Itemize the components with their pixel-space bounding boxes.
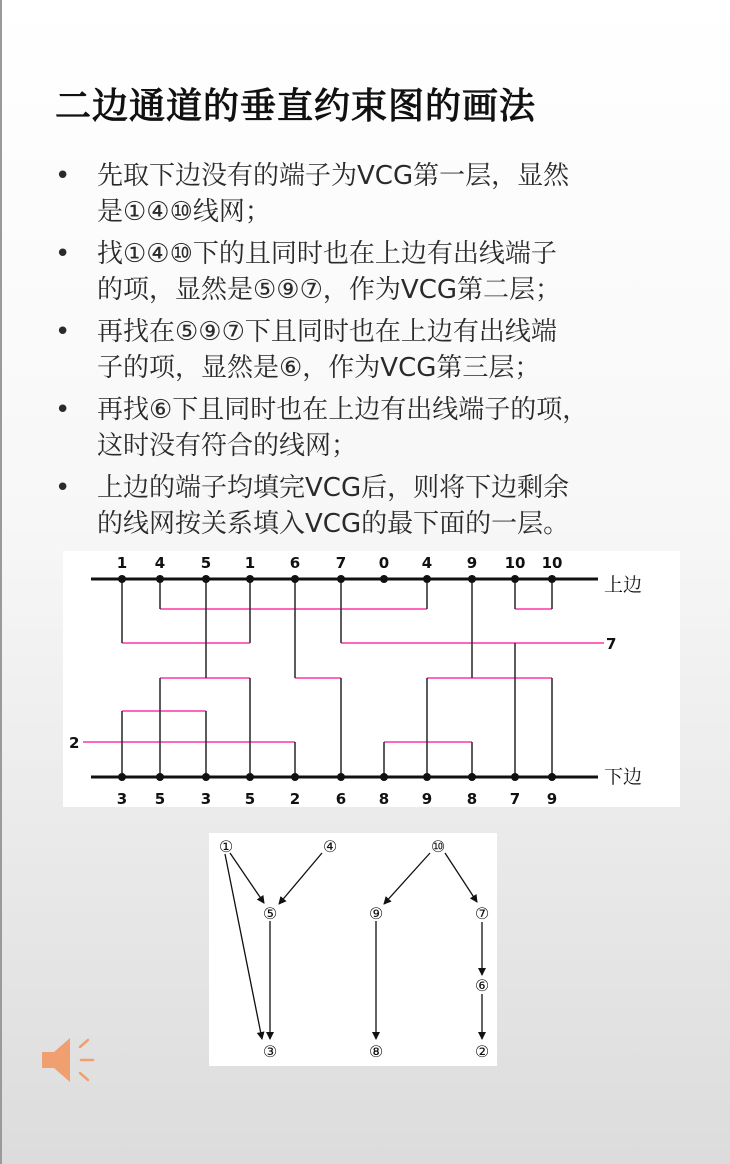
pin-dot [118,575,126,583]
vcg-node-7: ⑦ [474,904,490,923]
pin-dot [291,773,299,781]
bullet-text-line: 先取下边没有的端子为VCG第一层，显然 [97,161,570,191]
edge-4-5 [279,853,322,904]
pin-dot [337,773,345,781]
vcg-svg [209,833,497,1066]
bullet-text-line: 的项，显然是⑤⑨⑦，作为VCG第二层； [97,275,562,305]
top-pin-label: 1 [244,554,256,572]
slide-title: 二边通道的垂直约束图的画法 [55,86,537,127]
vcg-node-1: ① [218,837,234,856]
bullet-item [55,392,695,464]
pin-dot [423,575,431,583]
pin-dot [291,575,299,583]
vcg-node-9: ⑨ [368,904,384,923]
pin-dot [468,575,476,583]
pin-dot [548,575,556,583]
pin-dot [380,773,388,781]
pin-dot [423,773,431,781]
bottom-pin-label: 3 [116,790,128,807]
vcg-node-5: ⑤ [262,904,278,923]
bottom-pin-label: 8 [378,790,390,807]
edge-10-9 [384,853,430,904]
vcg-node-3: ③ [262,1042,278,1061]
bottom-pin-label: 8 [466,790,478,807]
bottom-pin-label: 5 [154,790,166,807]
top-pin-label: 10 [541,554,563,572]
bottom-edge-label: 下边 [604,766,643,788]
net-track-segments [83,609,604,742]
bottom-pin-label: 7 [509,790,521,807]
vcg-node-6: ⑥ [474,976,490,995]
top-pin-label: 10 [504,554,526,572]
bullet-text-line: 再找⑥下且同时也在上边有出线端子的项， [97,395,589,425]
edge-1-5 [230,853,264,903]
pin-dot [511,773,519,781]
vcg-node-10: ⑩ [430,837,446,856]
top-pin-label: 4 [154,554,166,572]
bullet-text-line: 找①④⑩下的且同时也在上边有出线端子 [97,239,557,269]
left-border [0,0,2,1164]
bullet-item [55,314,695,386]
right-track-label: 7 [606,635,617,653]
bullet-dot: • [55,317,71,347]
top-edge-label: 上边 [604,574,643,596]
bullet-item [55,470,695,542]
pin-dot [202,773,210,781]
bullet-text-line: 这时没有符合的线网； [97,431,358,461]
bottom-pin-label: 9 [546,790,558,807]
vcg-node-8: ⑧ [368,1042,384,1061]
bullet-list [55,158,695,548]
pin-dot [202,575,210,583]
vcg-edges [225,853,482,1039]
top-pin-label: 0 [378,554,390,572]
left-track-label: 2 [69,734,80,752]
vertical-constraint-graph [209,833,497,1066]
bottom-pin-label: 3 [200,790,212,807]
bottom-pin-label: 2 [289,790,301,807]
channel-svg [63,551,680,807]
top-pin-label: 9 [466,554,478,572]
bottom-pin-label: 5 [244,790,256,807]
bottom-pin-label: 9 [421,790,433,807]
vcg-node-4: ④ [322,837,338,856]
channel-routing-diagram [63,551,680,807]
speaker-icon[interactable] [40,1034,96,1086]
bullet-text-line: 再找在⑤⑨⑦下且同时也在上边有出线端 [97,317,557,347]
top-pin-label: 7 [335,554,347,572]
pin-dot [156,773,164,781]
top-pin-label: 5 [200,554,212,572]
top-pin-label: 1 [116,554,128,572]
bullet-text-line: 上边的端子均填完VCG后，则将下边剩余 [97,473,570,503]
bullet-dot: • [55,395,71,425]
bullet-dot: • [55,239,71,269]
bottom-pin-label: 6 [335,790,347,807]
vcg-node-2: ② [474,1042,490,1061]
edge-1-3 [225,854,262,1039]
edge-10-7 [445,853,477,902]
bullet-dot: • [55,473,71,503]
bullet-text-line: 子的项，显然是⑥，作为VCG第三层； [97,353,541,383]
pin-dot [156,575,164,583]
top-pin-label: 4 [421,554,433,572]
bullet-text-line: 是①④⑩线网； [97,197,271,227]
top-pin-label: 6 [289,554,301,572]
pin-dot [118,773,126,781]
pin-dot [511,575,519,583]
pin-dot [246,575,254,583]
pin-dot [548,773,556,781]
pin-dot [337,575,345,583]
pin-dot [246,773,254,781]
bullet-dot: • [55,161,71,191]
pin-dot [380,575,388,583]
bullet-text-line: 的线网按关系填入VCG的最下面的一层。 [97,509,570,539]
bullet-item [55,236,695,308]
bullet-item [55,158,695,230]
pin-dot [468,773,476,781]
